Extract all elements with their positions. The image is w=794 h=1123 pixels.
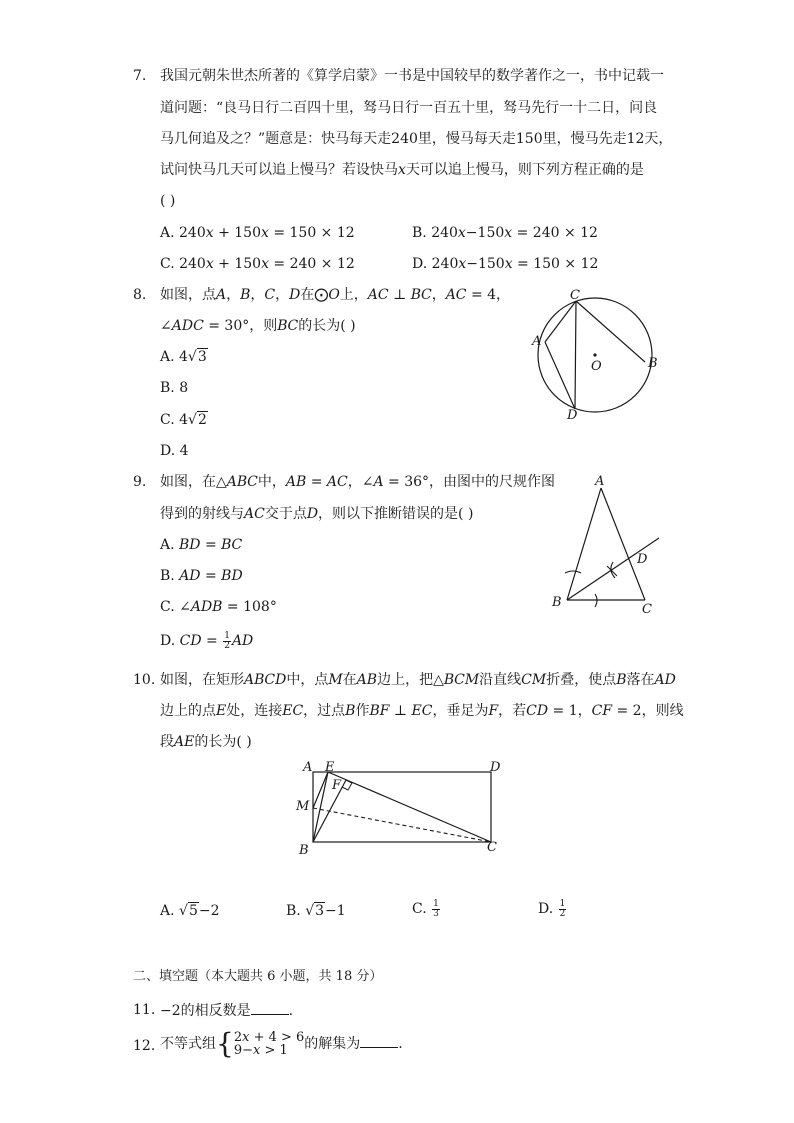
q12-text-b: 的解集为: [304, 1036, 361, 1052]
q9-option-d-fraction: [223, 632, 231, 651]
q9-option-d-prefix: D. 𝐶𝐷 =: [160, 633, 223, 649]
q12-inequality-1: 2𝑥 + 4 > 6: [233, 1030, 305, 1045]
q10-option-c-fraction: [432, 900, 440, 919]
label-c: C: [642, 602, 652, 617]
q12-number: 12.: [133, 1038, 156, 1054]
q11-text-b: .: [288, 1003, 294, 1019]
segment-ec: [328, 772, 491, 842]
q7-option-a: A. 240𝑥 + 150𝑥 = 150 × 12: [160, 225, 355, 241]
q10-option-a: [160, 901, 220, 921]
bisector-ray: [567, 538, 659, 600]
q8-option-c-radicand: 2: [197, 412, 207, 428]
q12-inequality-2: 9−𝑥 > 1: [233, 1043, 288, 1058]
q7-line4-var: x: [398, 162, 406, 178]
label-m: M: [296, 799, 310, 814]
label-e: E: [325, 760, 335, 775]
q8-option-c: [160, 410, 208, 430]
q7-number: 7.: [133, 68, 147, 84]
label-f: F: [332, 778, 342, 793]
segment-be: [313, 772, 328, 842]
q8-line1: 如图，点𝐴，𝐵，𝐶，𝐷在⨀𝑂上，𝐴𝐶 ⊥ 𝐵𝐶，𝐴𝐶 = 4，: [160, 287, 511, 303]
label-b: B: [648, 356, 658, 371]
q9-option-d-numerator: 1: [224, 630, 230, 641]
q10-option-a-sqrt: √5: [179, 903, 198, 919]
q7-line4-b: 天可以追上慢马，则下列方程正确的是: [405, 162, 644, 178]
q8-option-a-prefix: A. 4: [160, 349, 188, 365]
q10-option-b-radicand: 3: [315, 903, 325, 919]
q8-option-a-sqrt: √3: [187, 349, 207, 365]
q7-line4: [160, 160, 644, 180]
label-a: A: [532, 334, 542, 349]
q10-option-d-denominator: 2: [559, 908, 566, 919]
q10-option-b-sqrt: √3: [305, 903, 325, 919]
q9-triangle-figure: [545, 470, 670, 620]
q10-option-c-numerator: 1: [433, 898, 439, 909]
q9-option-c: C. ∠𝐴𝐷𝐵 = 108°: [160, 599, 277, 615]
segment-me: [313, 772, 328, 808]
q8-option-a-radicand: 3: [197, 349, 207, 365]
q10-option-d: [538, 899, 567, 919]
segment-ad: [545, 342, 575, 409]
q10-option-a-prefix: A.: [160, 903, 180, 919]
label-a: A: [303, 760, 313, 775]
segment-ca: [545, 301, 576, 342]
q9-option-a: A. 𝐵𝐷 = 𝐵𝐶: [160, 537, 243, 553]
arc-intersect-2: [611, 562, 615, 578]
q8-number: 8.: [133, 287, 147, 303]
section-title-fill-in: 二、填空题（本大题共 6 小题，共 18 分）: [133, 969, 383, 984]
q7-line4-a: 试问快马几天可以追上慢马？若设快马: [160, 162, 398, 178]
q9-option-d: [160, 631, 253, 651]
q9-option-d-suffix: 𝐴𝐷: [231, 633, 254, 649]
q8-circle-figure: [525, 285, 665, 425]
q11-answer-blank[interactable]: [251, 1000, 289, 1015]
label-d: D: [637, 552, 648, 567]
q8-option-b: B. 8: [160, 380, 189, 396]
q11-text-a: −2的相反数是: [160, 1003, 251, 1019]
q10-option-b-prefix: B.: [286, 903, 306, 919]
q9-line2: 得到的射线与𝐴𝐶交于点𝐷，则以下推断错误的是( ): [160, 506, 474, 522]
q10-line2: 边上的点𝐸处，连接𝐸𝐶，过点𝐵作𝐵𝐹 ⊥ 𝐸𝐶，垂足为𝐹，若𝐶𝐷 = 1，𝐶𝐹 = 2，则线: [160, 703, 684, 719]
q12-answer-blank[interactable]: [360, 1033, 398, 1048]
q10-option-c: [412, 899, 441, 919]
q10-option-c-prefix: C.: [412, 901, 432, 917]
side-ab: [567, 488, 601, 600]
q7-line1: 我国元朝朱世杰所著的《算学启蒙》一书是中国较早的数学著作之一，书中记载一: [160, 68, 664, 84]
q7-answer-paren: ( ): [160, 193, 176, 209]
q7-option-b: B. 240𝑥−150𝑥 = 240 × 12: [412, 225, 598, 241]
q10-option-c-denominator: 3: [433, 908, 439, 919]
q7-option-d: D. 240𝑥−150𝑥 = 150 × 12: [412, 256, 599, 272]
q10-option-b: [286, 901, 346, 921]
q7-line2: 道问题：“良马日行二百四十里，驽马日行一百五十里，驽马先行一十二日，问良: [160, 100, 658, 116]
q10-option-d-prefix: D.: [538, 901, 558, 917]
q8-option-d: D. 4: [160, 443, 189, 459]
q9-option-b: B. 𝐴𝐷 = 𝐵𝐷: [160, 568, 243, 584]
q12-text-c: .: [398, 1036, 403, 1052]
q8-option-c-sqrt: √2: [188, 412, 207, 428]
arc-on-ab: [565, 571, 581, 573]
q10-line3: 段𝐴𝐸的长为( ): [160, 734, 252, 750]
q8-option-c-prefix: C. 4: [160, 412, 189, 428]
center-dot: [593, 353, 596, 356]
q10-option-a-suffix: −2: [198, 903, 220, 919]
q8-option-a: [160, 347, 208, 367]
q10-option-d-fraction: [559, 900, 567, 919]
q10-option-b-suffix: −1: [325, 903, 346, 919]
q12-text-a: 不等式组: [160, 1036, 216, 1052]
q7-line3: 马几何追及之？”题意是：快马每天走240里，慢马每天走150里，慢马先走12天，: [160, 131, 673, 147]
side-ac: [601, 488, 645, 600]
segment-mc-dashed: [313, 808, 491, 842]
segment-cb: [576, 301, 645, 362]
q12-system: [234, 1031, 304, 1057]
q10-option-d-numerator: 1: [559, 898, 566, 909]
q10-rectangle-figure: [290, 758, 505, 858]
q10-option-a-radicand: 5: [188, 903, 198, 919]
q11-text: [160, 1000, 293, 1021]
segment-cd: [575, 301, 576, 409]
q9-option-d-denominator: 2: [224, 640, 230, 651]
q9-number: 9.: [133, 474, 147, 490]
q10-number: 10.: [133, 672, 156, 688]
q8-line2: ∠𝐴𝐷𝐶 = 30°，则𝐵𝐶的长为( ): [160, 318, 356, 334]
q9-line1: 如图，在△𝐴𝐵𝐶中，𝐴𝐵 = 𝐴𝐶，∠𝐴 = 36°，由图中的尺规作图: [160, 474, 556, 490]
q12-text: [160, 1026, 403, 1062]
label-o: O: [591, 359, 602, 374]
label-d: D: [490, 760, 501, 775]
q7-option-c: C. 240𝑥 + 150𝑥 = 240 × 12: [160, 256, 355, 272]
label-b: B: [552, 595, 562, 610]
label-c: C: [570, 288, 580, 303]
q12-brace: {: [216, 1027, 234, 1060]
label-b: B: [299, 843, 309, 858]
label-d: D: [567, 408, 578, 423]
q11-number: 11.: [133, 1002, 156, 1018]
label-a: A: [595, 474, 605, 489]
q10-line1: 如图，在矩形𝐴𝐵𝐶𝐷中，点𝑀在𝐴𝐵边上，把△𝐵𝐶𝑀沿直线𝐶𝑀折叠，使点𝐵落在𝐴𝐷: [160, 672, 676, 688]
label-c: C: [487, 840, 497, 855]
